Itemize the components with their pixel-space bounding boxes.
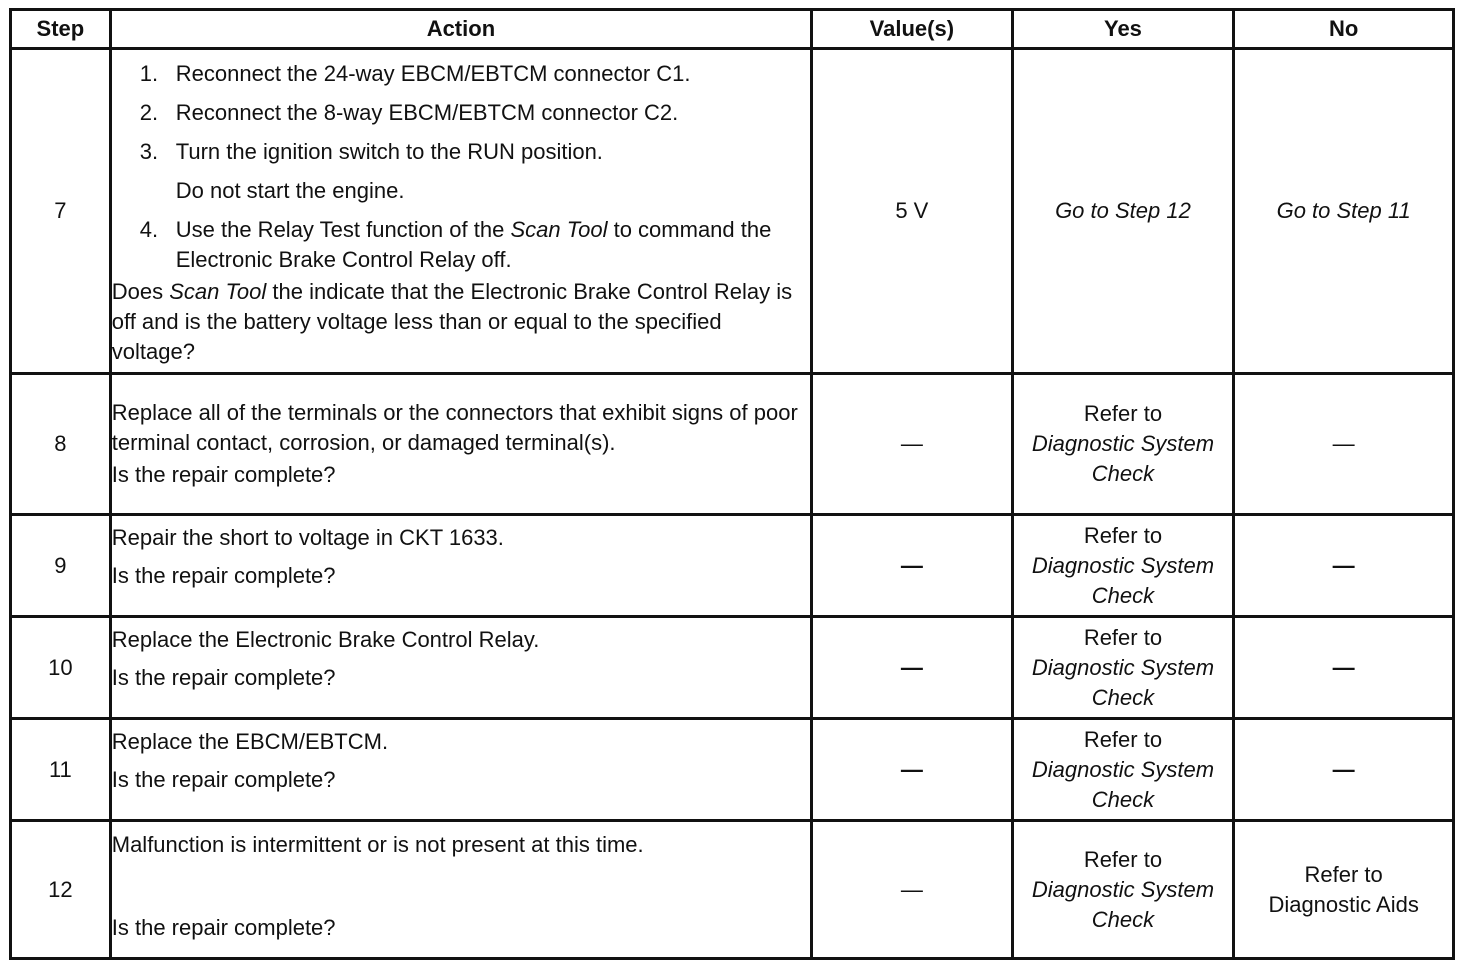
- value-cell: —: [812, 515, 1013, 617]
- list-item: 3. Turn the ignition switch to the RUN position. Do not start the engine.: [112, 137, 810, 206]
- header-step: Step: [11, 10, 111, 49]
- table-row: [11, 49, 1454, 374]
- list-item: 4. Use the Relay Test function of the Scan Tool to command the Electronic Brake Control Relay off.: [139, 217, 772, 272]
- yes-cell: Refer to Diagnostic System Check: [1012, 617, 1234, 719]
- list-item: 2. Reconnect the 8-way EBCM/EBTCM connector C2.: [139, 100, 679, 125]
- action-cell: [110, 515, 811, 617]
- no-cell: —: [1234, 515, 1454, 617]
- action-cell: [110, 719, 811, 821]
- step-number: 8: [11, 374, 111, 515]
- instruction-list: [112, 59, 810, 275]
- sub-instruction: Do not start the engine.: [175, 178, 405, 203]
- value-cell: —: [812, 719, 1013, 821]
- yes-cell: Refer to Diagnostic System Check: [1012, 374, 1234, 515]
- value-cell: —: [812, 617, 1013, 719]
- table-row: [11, 515, 1454, 617]
- step-number: 7: [11, 49, 111, 374]
- no-cell: Refer to Diagnostic Aids: [1234, 821, 1454, 959]
- header-row: [11, 10, 1454, 49]
- yes-cell: Refer to Diagnostic System Check: [1012, 719, 1234, 821]
- value-cell: —: [812, 374, 1013, 515]
- step-number: 10: [11, 617, 111, 719]
- action-text: Replace the Electronic Brake Control Relay.: [111, 627, 540, 652]
- value-cell: —: [812, 821, 1013, 959]
- action-text: Replace all of the terminals or the connectors that exhibit signs of poor terminal contact, corrosion, or damaged terminal(s).: [111, 400, 798, 455]
- table-row: [11, 821, 1454, 959]
- action-cell: [110, 49, 811, 374]
- header-yes: Yes: [1012, 10, 1234, 49]
- action-text: Repair the short to voltage in CKT 1633.: [111, 525, 504, 550]
- yes-cell: Go to Step 12: [1012, 49, 1234, 374]
- value-cell: 5 V: [812, 49, 1013, 374]
- header-values: Value(s): [812, 10, 1013, 49]
- step-number: 9: [11, 515, 111, 617]
- yes-cell: Refer to Diagnostic System Check: [1012, 821, 1234, 959]
- question-text: Is the repair complete?: [111, 563, 336, 588]
- diagnostic-table: [9, 8, 1455, 960]
- header-no: No: [1234, 10, 1454, 49]
- yes-cell: Refer to Diagnostic System Check: [1012, 515, 1234, 617]
- step-number: 12: [11, 821, 111, 959]
- table-row: [11, 374, 1454, 515]
- question-text: Is the repair complete?: [111, 767, 336, 792]
- question-text: Is the repair complete?: [111, 915, 336, 940]
- action-cell: [110, 821, 811, 959]
- step-number: 11: [11, 719, 111, 821]
- no-cell: —: [1234, 374, 1454, 515]
- table-row: [11, 719, 1454, 821]
- question-text: Is the repair complete?: [111, 665, 336, 690]
- header-action: Action: [110, 10, 811, 49]
- no-cell: —: [1234, 719, 1454, 821]
- action-cell: [110, 617, 811, 719]
- no-cell: Go to Step 11: [1234, 49, 1454, 374]
- table-row: [11, 617, 1454, 719]
- no-cell: —: [1234, 617, 1454, 719]
- question-text: Does Scan Tool the indicate that the Electronic Brake Control Relay is off and is the battery voltage less than or equal to the specified voltage?: [111, 279, 793, 364]
- action-text: Malfunction is intermittent or is not present at this time.: [111, 832, 644, 857]
- action-cell: [110, 374, 811, 515]
- list-item: 1. Reconnect the 24-way EBCM/EBTCM connector C1.: [139, 61, 691, 86]
- action-text: Replace the EBCM/EBTCM.: [111, 729, 389, 754]
- question-text: Is the repair complete?: [111, 462, 336, 487]
